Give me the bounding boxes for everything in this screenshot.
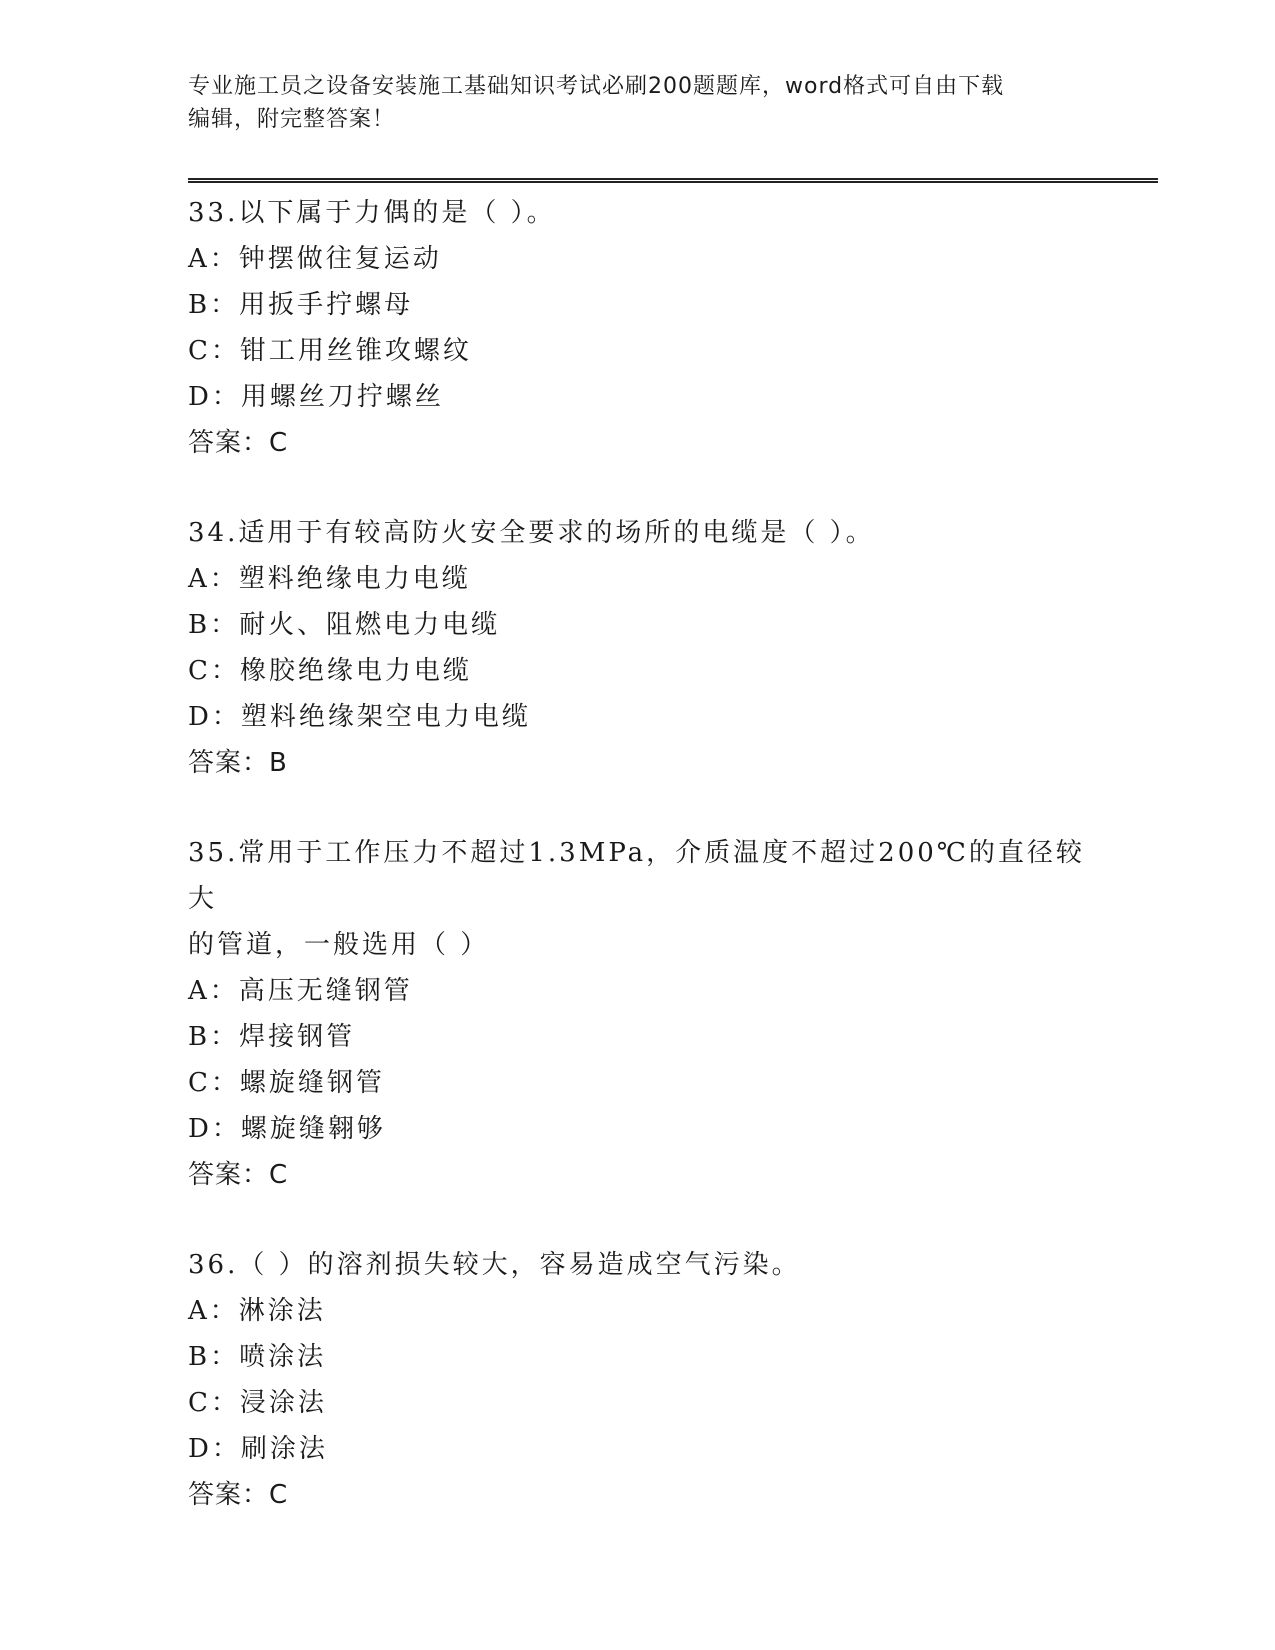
title-line-2: 编辑，附完整答案！ [188, 107, 396, 132]
question-34 [188, 510, 1088, 786]
question-list [188, 190, 1088, 1562]
question-stem: 34.适用于有较高防火安全要求的场所的电缆是（ ）。 [188, 518, 875, 548]
question-35 [188, 830, 1088, 1198]
option-a: A：淋涂法 [188, 1296, 326, 1326]
option-b: B：用扳手拧螺母 [188, 290, 414, 320]
question-stem-line-2: 的管道，一般选用（ ） [188, 930, 490, 960]
title-line-1: 专业施工员之设备安装施工基础知识考试必刷200题题库，word格式可自由下载 [188, 74, 1005, 99]
question-36 [188, 1242, 1088, 1518]
header-divider [188, 178, 1158, 183]
option-c: C：螺旋缝钢管 [188, 1068, 385, 1098]
option-c: C：钳工用丝锥攻螺纹 [188, 336, 472, 366]
document-header [188, 70, 1158, 136]
question-stem: 33.以下属于力偶的是（ ）。 [188, 198, 556, 228]
option-d: D：塑料绝缘架空电力电缆 [188, 702, 531, 732]
question-stem: 36.（ ）的溶剂损失较大，容易造成空气污染。 [188, 1250, 801, 1280]
answer-text: 答案：C [188, 428, 289, 458]
document-title [188, 70, 1068, 136]
option-b: B：耐火、阻燃电力电缆 [188, 610, 501, 640]
option-c: C：橡胶绝缘电力电缆 [188, 656, 472, 686]
answer-text: 答案：C [188, 1480, 289, 1510]
option-c: C：浸涂法 [188, 1388, 327, 1418]
answer-text: 答案：C [188, 1160, 289, 1190]
option-d: D：刷涂法 [188, 1434, 328, 1464]
option-a: A：塑料绝缘电力电缆 [188, 564, 471, 594]
option-a: A：高压无缝钢管 [188, 976, 413, 1006]
option-b: B：焊接钢管 [188, 1022, 356, 1052]
answer-text: 答案：B [188, 748, 288, 778]
option-b: B：喷涂法 [188, 1342, 327, 1372]
option-d: D：用螺丝刀拧螺丝 [188, 382, 444, 412]
option-a: A：钟摆做往复运动 [188, 244, 442, 274]
question-33 [188, 190, 1088, 466]
question-stem-line-1: 35.常用于工作压力不超过1.3MPa，介质温度不超过200℃的直径较大 [188, 838, 1085, 914]
option-d: D：螺旋缝翱够 [188, 1114, 386, 1144]
